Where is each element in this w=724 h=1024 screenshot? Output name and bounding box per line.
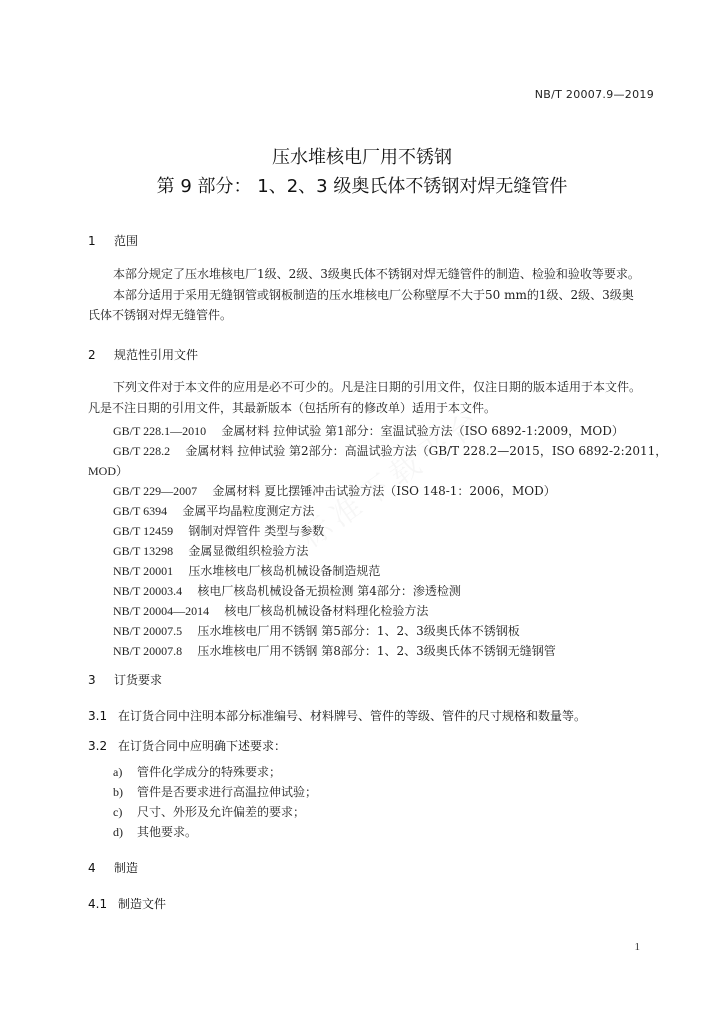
list-marker: c) — [113, 805, 123, 819]
doc-title-line1: 压水堆核电厂用不锈钢 — [272, 147, 452, 168]
reference-item — [113, 442, 667, 459]
list-text: 管件是否要求进行高温拉伸试验； — [137, 785, 318, 799]
reference-item — [113, 422, 624, 439]
section-number: 2 — [88, 348, 96, 362]
reference-item — [113, 482, 556, 499]
reference-item-cont — [88, 462, 128, 479]
reference-item — [113, 522, 324, 539]
reference-title: 金属材料 拉伸试验 第2部分：高温试验方法（GB/T 228.2—2015，ISO 6892-2:2011， — [185, 444, 668, 458]
reference-item — [113, 542, 308, 559]
reference-item — [113, 562, 380, 579]
clause-number: 3.1 — [88, 709, 108, 723]
reference-title: 核电厂核岛机械设备材料理化检验方法 — [224, 604, 429, 618]
reference-title: 金属显微组织检验方法 — [188, 544, 309, 558]
reference-title: 金属材料 拉伸试验 第1部分：室温试验方法（ISO 6892-1:2009，MOD） — [221, 424, 624, 438]
section-1-heading — [88, 232, 138, 249]
clause-text: 在订货合同中注明本部分标准编号、材料牌号、管件的等级、管件的尺寸规格和数量等。 — [118, 709, 587, 723]
reference-item — [113, 502, 314, 519]
reference-title-cont: MOD） — [88, 464, 129, 478]
doc-title-line2: 第 9 部分： 1、2、3 级奥氏体不锈钢对焊无缝管件 — [156, 176, 568, 197]
reference-title: 核电厂核岛机械设备无损检测 第4部分：渗透检测 — [197, 584, 461, 598]
reference-title: 钢制对焊管件 类型与参数 — [188, 524, 325, 538]
clause-3-2 — [88, 737, 286, 754]
list-text: 管件化学成分的特殊要求； — [137, 765, 282, 779]
reference-code: NB/T 20004—2014 — [113, 604, 210, 618]
reference-item — [113, 622, 520, 639]
section-title: 规范性引用文件 — [114, 348, 199, 362]
clause-4-1 — [88, 895, 166, 912]
section-4-heading — [88, 859, 138, 876]
clause-text: 在订货合同中应明确下述要求： — [118, 739, 287, 753]
reference-code: GB/T 228.1—2010 — [113, 424, 207, 438]
reference-item — [113, 582, 461, 599]
list-item — [113, 823, 197, 840]
page-number: 1 — [634, 941, 640, 953]
reference-title: 金属平均晶粒度测定方法 — [182, 504, 315, 518]
standard-code: NB/T 20007.9—2019 — [534, 88, 654, 101]
clause-number: 4.1 — [88, 897, 108, 911]
section-1-para-2-cont: 氏体不锈钢对焊无缝管件。 — [88, 308, 233, 322]
reference-code: NB/T 20007.5 — [113, 624, 183, 638]
list-item — [113, 783, 317, 800]
section-1-para-2: 本部分适用于采用无缝钢管或钢板制造的压水堆核电厂公称壁厚不大于50 mm的1级、2级、3级奥 — [113, 288, 634, 302]
clause-number: 3.2 — [88, 739, 108, 753]
clause-text: 制造文件 — [118, 897, 167, 911]
section-3-heading — [88, 671, 162, 688]
reference-code: GB/T 229—2007 — [113, 484, 198, 498]
list-marker: b) — [113, 785, 123, 799]
clause-3-1 — [88, 707, 586, 724]
list-item — [113, 803, 305, 820]
list-text: 其他要求。 — [137, 825, 198, 839]
reference-code: GB/T 13298 — [113, 544, 174, 558]
list-marker: d) — [113, 825, 123, 839]
reference-code: GB/T 12459 — [113, 524, 174, 538]
section-title: 制造 — [114, 861, 139, 875]
reference-code: NB/T 20001 — [113, 564, 174, 578]
reference-code: NB/T 20003.4 — [113, 584, 183, 598]
reference-item — [113, 602, 428, 619]
section-number: 4 — [88, 861, 96, 875]
section-title: 订货要求 — [114, 673, 163, 687]
list-marker: a) — [113, 765, 123, 779]
reference-code: GB/T 6394 — [113, 504, 168, 518]
section-1-para-1: 本部分规定了压水堆核电厂1级、2级、3级奥氏体不锈钢对焊无缝管件的制造、检验和验收等要求。 — [113, 267, 640, 281]
reference-title: 压水堆核电厂用不锈钢 第5部分：1、2、3级奥氏体不锈钢板 — [197, 624, 520, 638]
list-item — [113, 763, 281, 780]
reference-title: 金属材料 夏比摆锤冲击试验方法（ISO 148-1：2006，MOD） — [212, 484, 556, 498]
section-number: 1 — [88, 234, 96, 248]
reference-code: GB/T 228.2 — [113, 444, 171, 458]
reference-title: 压水堆核电厂核岛机械设备制造规范 — [188, 564, 381, 578]
section-2-para-1-cont: 凡是不注日期的引用文件，其最新版本（包括所有的修改单）适用于本文件。 — [88, 401, 497, 415]
list-text: 尺寸、外形及允许偏差的要求； — [137, 805, 306, 819]
reference-code: NB/T 20007.8 — [113, 644, 183, 658]
reference-title: 压水堆核电厂用不锈钢 第8部分：1、2、3级奥氏体不锈钢无缝钢管 — [197, 644, 556, 658]
section-2-para-1: 下列文件对于本文件的应用是必不可少的。凡是注日期的引用文件，仅注日期的版本适用于本文件。 — [113, 380, 642, 394]
section-2-heading — [88, 346, 198, 363]
section-number: 3 — [88, 673, 96, 687]
section-title: 范围 — [114, 234, 139, 248]
reference-item — [113, 642, 556, 659]
